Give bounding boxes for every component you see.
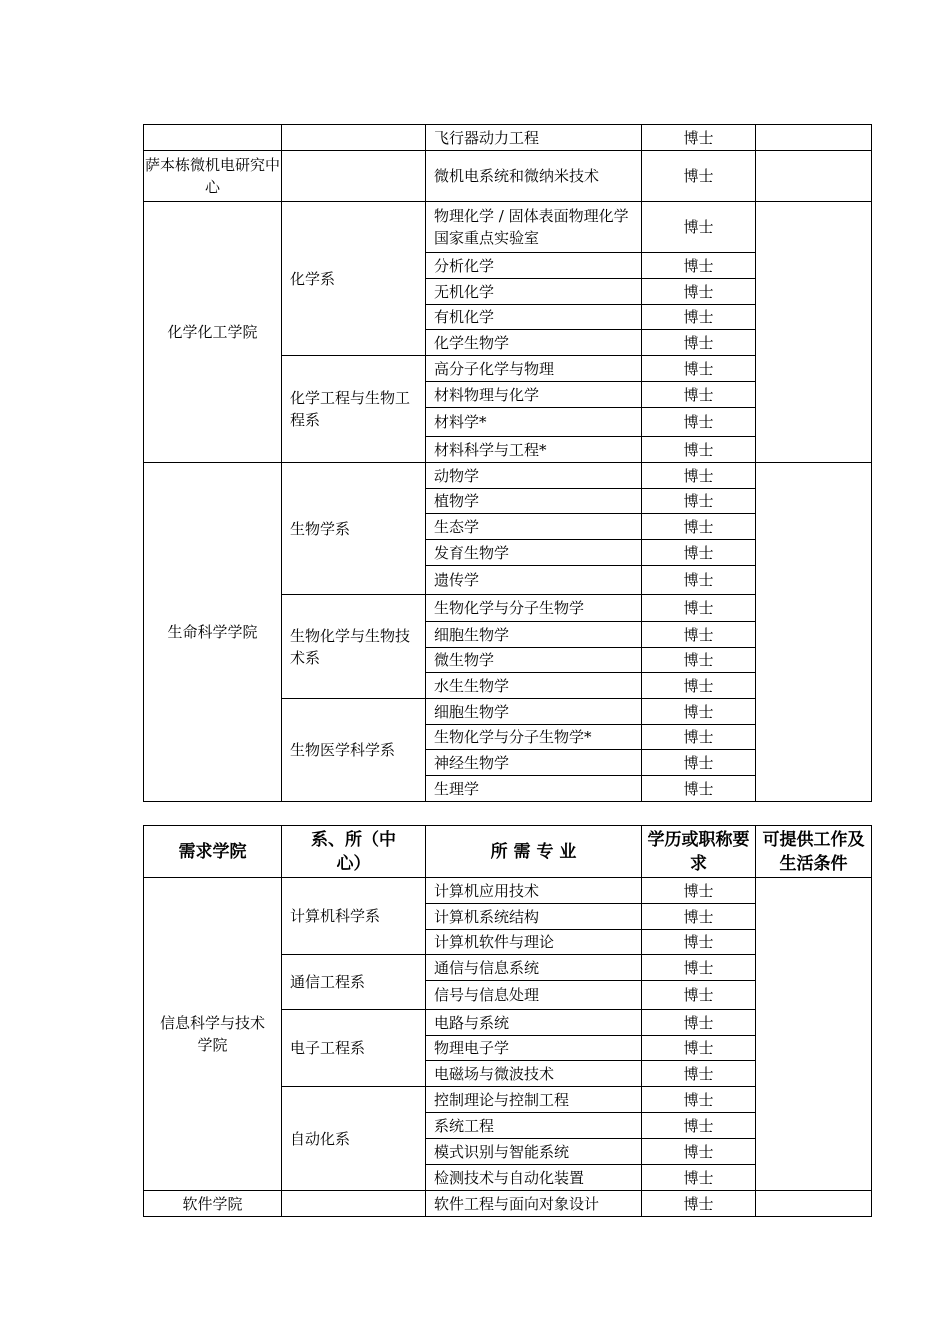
major-cell: 微机电系统和微纳米技术 <box>426 151 642 202</box>
major-cell: 通信与信息系统 <box>426 955 642 981</box>
dept-cell: 生物医学科学系 <box>282 699 426 802</box>
major-cell: 飞行器动力工程 <box>426 125 642 151</box>
college-cell: 软件学院 <box>144 1191 282 1217</box>
table-row <box>144 878 872 904</box>
major-cell: 模式识别与智能系统 <box>426 1139 642 1165</box>
degree-cell: 博士 <box>642 125 756 151</box>
conditions-cell <box>756 202 872 463</box>
dept-cell: 电子工程系 <box>282 1010 426 1087</box>
major-cell: 无机化学 <box>426 279 642 305</box>
recruitment-table <box>143 825 872 1217</box>
dept-cell <box>282 125 426 151</box>
major-cell: 材料科学与工程* <box>426 437 642 463</box>
conditions-cell <box>756 151 872 202</box>
table-row <box>144 151 872 202</box>
degree-cell: 博士 <box>642 595 756 622</box>
major-cell: 水生生物学 <box>426 673 642 699</box>
table-row <box>144 463 872 489</box>
header-college: 需求学院 <box>144 826 282 878</box>
degree-cell: 博士 <box>642 673 756 699</box>
major-cell: 高分子化学与物理 <box>426 356 642 382</box>
degree-cell: 博士 <box>642 1113 756 1139</box>
header-major: 所 需 专 业 <box>426 826 642 878</box>
college-cell: 信息科学与技术学院 <box>144 878 282 1191</box>
degree-cell: 博士 <box>642 981 756 1010</box>
major-cell: 生态学 <box>426 514 642 540</box>
college-cell: 生命科学学院 <box>144 463 282 802</box>
major-cell: 微生物学 <box>426 648 642 673</box>
degree-cell: 博士 <box>642 622 756 648</box>
dept-cell: 化学工程与生物工程系 <box>282 356 426 463</box>
degree-cell: 博士 <box>642 955 756 981</box>
major-cell: 系统工程 <box>426 1113 642 1139</box>
degree-cell: 博士 <box>642 514 756 540</box>
degree-cell: 博士 <box>642 750 756 776</box>
dept-cell: 计算机科学系 <box>282 878 426 955</box>
degree-cell: 博士 <box>642 408 756 437</box>
degree-cell: 博士 <box>642 305 756 330</box>
major-cell: 化学生物学 <box>426 330 642 356</box>
degree-cell: 博士 <box>642 1191 756 1217</box>
degree-cell: 博士 <box>642 202 756 253</box>
dept-cell: 生物化学与生物技术系 <box>282 595 426 699</box>
major-cell: 计算机应用技术 <box>426 878 642 904</box>
degree-cell: 博士 <box>642 776 756 802</box>
degree-cell: 博士 <box>642 566 756 595</box>
degree-cell: 博士 <box>642 540 756 566</box>
degree-cell: 博士 <box>642 279 756 305</box>
degree-cell: 博士 <box>642 904 756 930</box>
major-cell: 动物学 <box>426 463 642 489</box>
major-cell: 计算机软件与理论 <box>426 930 642 955</box>
degree-cell: 博士 <box>642 437 756 463</box>
college-cell: 萨本栋微机电研究中心 <box>144 151 282 202</box>
major-cell: 信号与信息处理 <box>426 981 642 1010</box>
degree-cell: 博士 <box>642 725 756 750</box>
major-cell: 细胞生物学 <box>426 622 642 648</box>
major-cell: 软件工程与面向对象设计 <box>426 1191 642 1217</box>
dept-cell: 自动化系 <box>282 1087 426 1191</box>
header-conditions: 可提供工作及生活条件 <box>756 826 872 878</box>
degree-cell: 博士 <box>642 930 756 955</box>
major-cell: 计算机系统结构 <box>426 904 642 930</box>
degree-cell: 博士 <box>642 356 756 382</box>
major-cell: 发育生物学 <box>426 540 642 566</box>
degree-cell: 博士 <box>642 463 756 489</box>
conditions-cell <box>756 463 872 802</box>
college-cell: 化学化工学院 <box>144 202 282 463</box>
conditions-cell <box>756 1191 872 1217</box>
major-cell: 神经生物学 <box>426 750 642 776</box>
major-cell: 分析化学 <box>426 253 642 279</box>
degree-cell: 博士 <box>642 1165 756 1191</box>
dept-cell <box>282 151 426 202</box>
major-cell: 检测技术与自动化装置 <box>426 1165 642 1191</box>
degree-cell: 博士 <box>642 489 756 514</box>
major-cell: 生物化学与分子生物学 <box>426 595 642 622</box>
table-row <box>144 202 872 253</box>
major-cell: 遗传学 <box>426 566 642 595</box>
dept-cell: 生物学系 <box>282 463 426 595</box>
major-cell: 物理电子学 <box>426 1036 642 1061</box>
major-cell: 有机化学 <box>426 305 642 330</box>
conditions-cell <box>756 878 872 1191</box>
major-cell: 生物化学与分子生物学* <box>426 725 642 750</box>
table-row <box>144 125 872 151</box>
degree-cell: 博士 <box>642 1087 756 1113</box>
major-cell: 细胞生物学 <box>426 699 642 725</box>
degree-cell: 博士 <box>642 648 756 673</box>
degree-cell: 博士 <box>642 1061 756 1087</box>
major-cell: 材料学* <box>426 408 642 437</box>
degree-cell: 博士 <box>642 253 756 279</box>
dept-cell: 化学系 <box>282 202 426 356</box>
major-cell: 植物学 <box>426 489 642 514</box>
dept-cell: 通信工程系 <box>282 955 426 1010</box>
degree-cell: 博士 <box>642 330 756 356</box>
degree-cell: 博士 <box>642 1036 756 1061</box>
degree-cell: 博士 <box>642 1139 756 1165</box>
header-row <box>144 826 872 878</box>
major-cell: 电路与系统 <box>426 1010 642 1036</box>
degree-cell: 博士 <box>642 1010 756 1036</box>
recruitment-table-continued <box>143 124 872 802</box>
header-degree: 学历或职称要求 <box>642 826 756 878</box>
major-cell: 电磁场与微波技术 <box>426 1061 642 1087</box>
major-cell: 生理学 <box>426 776 642 802</box>
dept-cell <box>282 1191 426 1217</box>
degree-cell: 博士 <box>642 382 756 408</box>
college-cell <box>144 125 282 151</box>
degree-cell: 博士 <box>642 699 756 725</box>
degree-cell: 博士 <box>642 151 756 202</box>
conditions-cell <box>756 125 872 151</box>
major-cell: 控制理论与控制工程 <box>426 1087 642 1113</box>
header-dept: 系、所（中心） <box>282 826 426 878</box>
major-cell: 材料物理与化学 <box>426 382 642 408</box>
degree-cell: 博士 <box>642 878 756 904</box>
table-row <box>144 1191 872 1217</box>
major-cell: 物理化学 / 固体表面物理化学国家重点实验室 <box>426 202 642 253</box>
